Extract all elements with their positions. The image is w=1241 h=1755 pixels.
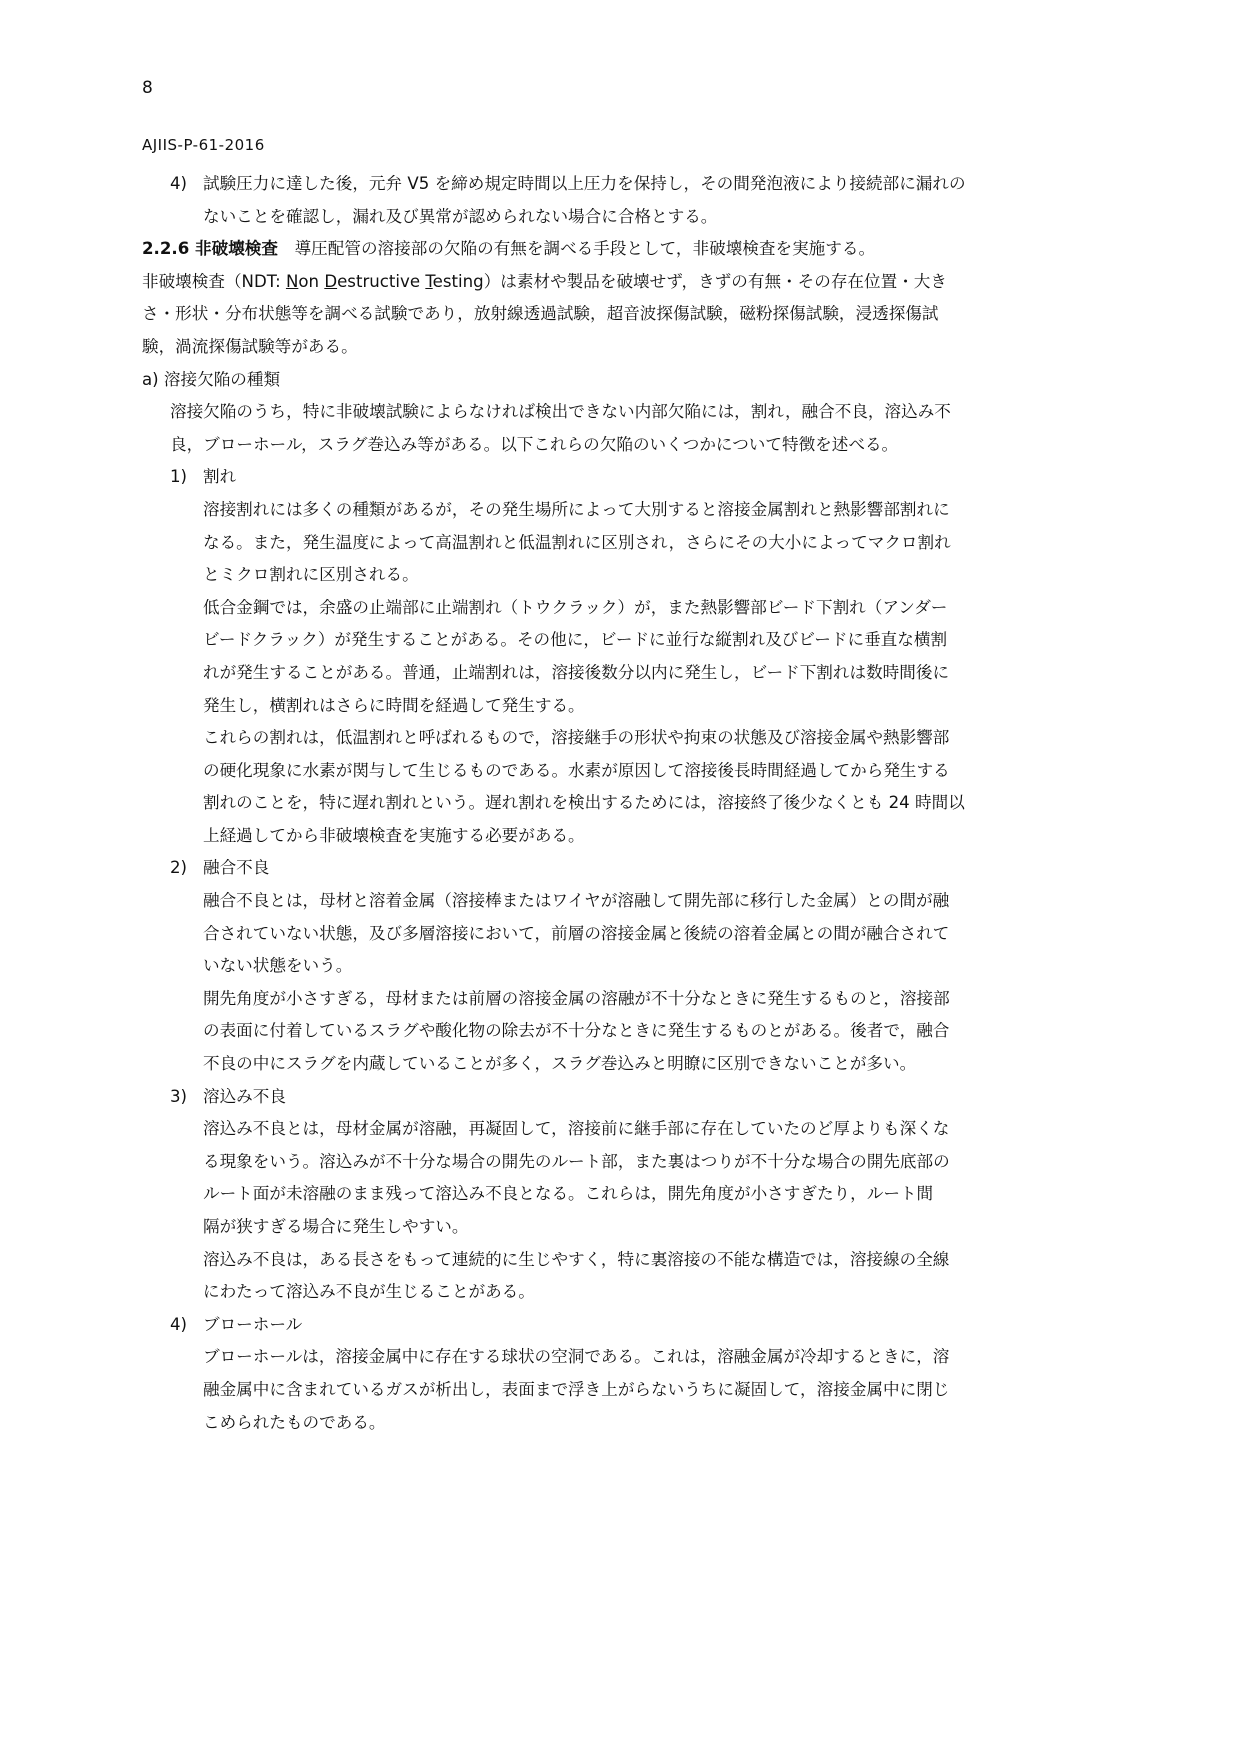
item-number: 2) xyxy=(170,858,188,878)
text: 非破壊検査（NDT: xyxy=(142,271,286,291)
list-item-4-line xyxy=(142,168,1102,201)
paragraph-line: れが発生することがある。普通，止端割れは，溶接後数分以内に発生し，ビード下割れは数時間後に xyxy=(203,662,950,682)
paragraph-line: 融金属中に含まれているガスが析出し，表面まで浮き上がらないうちに凝固して，溶接金属中に閉じ xyxy=(203,1379,950,1399)
item-number: 4) xyxy=(170,174,188,193)
paragraph-line: いない状態をいう。 xyxy=(203,956,353,976)
text: estructive xyxy=(337,271,426,291)
paragraph-line: 試験圧力に達した後，元弁 V5 を締め規定時間以上圧力を保持し，その間発泡液により接続部に漏れの xyxy=(203,174,966,193)
text: N xyxy=(285,271,299,291)
paragraph-line: の表面に付着しているスラグや酸化物の除去が不十分なときに発生するものとがある。後者で，融合 xyxy=(203,1021,950,1041)
ndt-definition-line xyxy=(142,266,1102,299)
item-number: 4) xyxy=(170,1314,188,1334)
paragraph-line: の硬化現象に水素が関与して生じるものである。水素が原因して溶接後長時間経過してから発生する xyxy=(203,760,950,780)
paragraph-line: 融合不良とは，母材と溶着金属（溶接棒またはワイヤが溶融して開先部に移行した金属）との間が融 xyxy=(203,891,950,911)
text: esting）は素材や製品を破壊せず，きずの有無・その存在位置・大き xyxy=(432,271,947,291)
document-body xyxy=(142,168,1102,1439)
paragraph-line: なる。また，発生温度によって高温割れと低温割れに区別され，さらにその大小によってマクロ割れ xyxy=(203,532,951,552)
paragraph-line: 低合金鋼では，余盛の止端部に止端割れ（トウクラック）が，また熱影響部ビード下割れ（アンダー xyxy=(203,597,948,617)
item-number: 1) xyxy=(170,467,188,487)
subsection-heading: a) 溶接欠陥の種類 xyxy=(142,369,281,389)
item-title: 割れ xyxy=(203,467,237,487)
list-item-heading xyxy=(142,852,1102,885)
paragraph-line: 上経過してから非破壊検査を実施する必要がある。 xyxy=(203,825,585,845)
section-heading: 2.2.6 非破壊検査 xyxy=(142,239,278,259)
paragraph-line: ないことを確認し，漏れ及び異常が認められない場合に合格とする。 xyxy=(203,206,718,226)
paragraph-line: 開先角度が小さすぎる，母材または前層の溶接金属の溶融が不十分なときに発生するものと，溶接部 xyxy=(203,988,950,1008)
section-lead: 導圧配管の溶接部の欠陥の有無を調べる手段として，非破壊検査を実施する。 xyxy=(278,239,876,259)
item-title: 融合不良 xyxy=(203,858,270,878)
section-heading-line xyxy=(142,233,1102,266)
paragraph-line: 発生し，横割れはさらに時間を経過して発生する。 xyxy=(203,695,585,715)
text: D xyxy=(324,271,338,291)
paragraph-line: 不良の中にスラグを内蔵していることが多く，スラグ巻込みと明瞭に区別できないことが多い。 xyxy=(203,1054,917,1074)
paragraph-line: 溶込み不良とは，母材金属が溶融，再凝固して，溶接前に継手部に存在していたのど厚よりも深くな xyxy=(203,1119,950,1139)
list-item-heading xyxy=(142,1309,1102,1342)
paragraph-line: 溶接欠陥のうち，特に非破壊試験によらなければ検出できない内部欠陥には，割れ，融合不良，溶込み不 xyxy=(170,402,951,422)
item-title: ブローホール xyxy=(203,1314,303,1334)
paragraph-line: 良，ブローホール，スラグ巻込み等がある。以下これらの欠陥のいくつかについて特徴を述べる。 xyxy=(170,434,899,454)
page-number: 8 xyxy=(142,78,153,98)
paragraph-line: 験，渦流探傷試験等がある。 xyxy=(142,336,358,356)
paragraph-line: ブローホールは，溶接金属中に存在する球状の空洞である。これは，溶融金属が冷却するときに，溶 xyxy=(203,1347,950,1367)
paragraph-line: る現象をいう。溶込みが不十分な場合の開先のルート部，また裏はつりが不十分な場合の開先底部の xyxy=(203,1151,950,1171)
paragraph-line: さ・形状・分布状態等を調べる試験であり，放射線透過試験，超音波探傷試験，磁粉探傷試験，浸透探傷試 xyxy=(142,304,939,324)
paragraph-line: にわたって溶込み不良が生じることがある。 xyxy=(203,1282,535,1302)
paragraph-line: ビードクラック）が発生することがある。その他に，ビードに並行な縦割れ及びビードに垂直な横割 xyxy=(203,630,948,650)
document-id: AJIIS-P-61-2016 xyxy=(142,136,265,154)
paragraph-line: とミクロ割れに区別される。 xyxy=(203,565,419,585)
text: T xyxy=(425,271,433,291)
paragraph-line: 割れのことを，特に遅れ割れという。遅れ割れを検出するためには，溶接終了後少なくとも 24 時間以 xyxy=(203,793,965,813)
list-item-heading xyxy=(142,1081,1102,1114)
paragraph-line: 溶込み不良は，ある長さをもって連続的に生じやすく，特に裏溶接の不能な構造では，溶接線の全線 xyxy=(203,1249,950,1269)
paragraph-line: 合されていない状態，及び多層溶接において，前層の溶接金属と後続の溶着金属との間が融合されて xyxy=(203,923,950,943)
item-number: 3) xyxy=(170,1086,188,1106)
item-title: 溶込み不良 xyxy=(203,1086,286,1106)
list-item-heading xyxy=(142,461,1102,494)
paragraph-line: ルート面が未溶融のまま残って溶込み不良となる。これらは，開先角度が小さすぎたり，ルート間 xyxy=(203,1184,934,1204)
paragraph-line: これらの割れは，低温割れと呼ばれるもので，溶接継手の形状や拘束の状態及び溶接金属や熱影響部 xyxy=(203,728,950,748)
paragraph-line: 隔が狭すぎる場合に発生しやすい。 xyxy=(203,1217,469,1236)
paragraph-line: こめられたものである。 xyxy=(203,1412,386,1432)
text: on xyxy=(298,271,325,291)
paragraph-line: 溶接割れには多くの種類があるが，その発生場所によって大別すると溶接金属割れと熱影響部割れに xyxy=(203,499,950,519)
